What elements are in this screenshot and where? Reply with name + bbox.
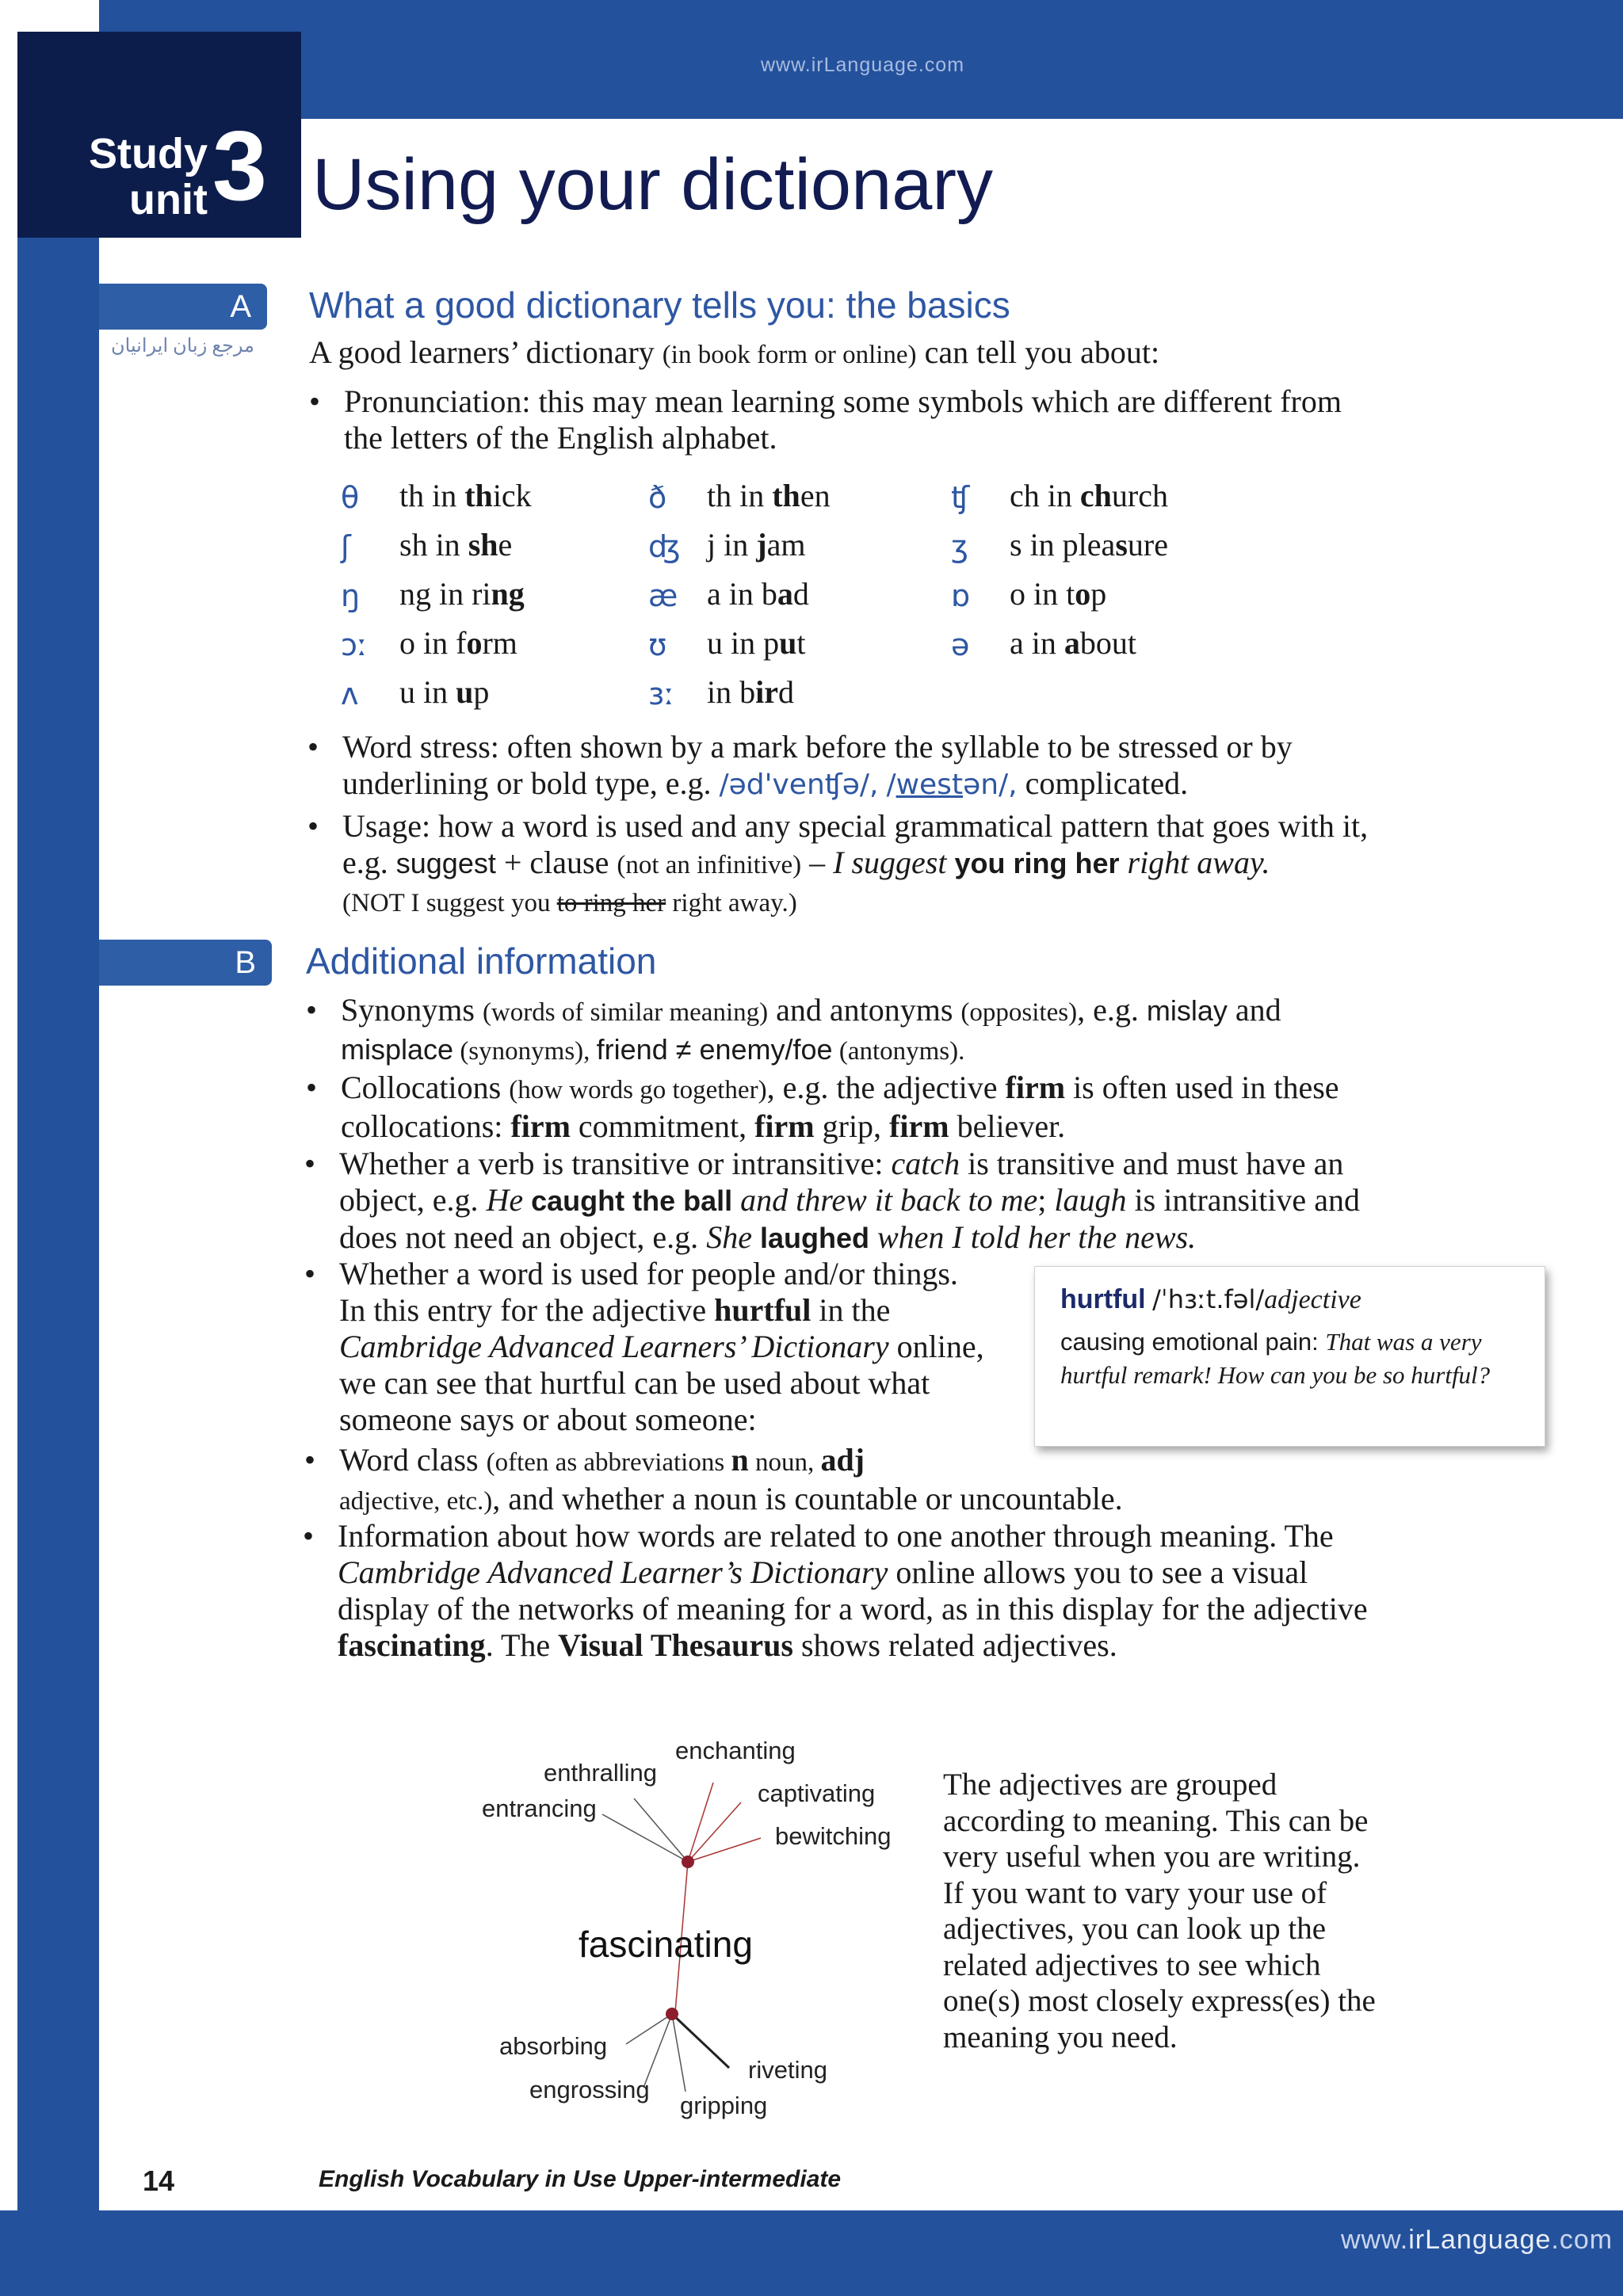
thesaurus-link [672, 2014, 729, 2068]
related-words-bullet: • Information about how words are related to one another through meaning. The Cambridge Advanced Learner’s Dictionary online allows you to see a visual display of the networks of meaning for a word, as in this display for the adjective fascinating. The Visual Thesaurus shows related adjectives. [338, 1518, 1368, 1664]
thesaurus-center-word: fascinating [579, 1924, 753, 1965]
thesaurus-node [666, 2008, 678, 2020]
thesaurus-link [626, 2014, 672, 2044]
phonetic-symbol: ʌ [341, 677, 359, 711]
book-title: English Vocabulary in Use Upper-intermediate [319, 2166, 842, 2192]
phonetic-example: ch in church [1010, 478, 1168, 513]
word-class-bullet: • Word class (often as abbreviations n noun, adj adjective, etc.), and whether a noun is countable or uncountable. [339, 1442, 1123, 1520]
thesaurus-word: entrancing [482, 1794, 597, 1822]
section-heading-a: What a good dictionary tells you: the basics [309, 284, 1010, 326]
phonetic-example: th in thick [399, 478, 532, 513]
visual-thesaurus [468, 1727, 911, 2139]
thesaurus-link [688, 1783, 713, 1862]
synonyms-bullet: • Synonyms (words of similar meaning) and antonyms (opposites), e.g. mislay and misplace (synonyms), friend ≠ enemy/foe (antonyms). [341, 992, 1281, 1070]
phonetic-symbol: ʊ [648, 627, 667, 662]
phonetic-example: sh in she [399, 527, 513, 563]
phonetic-symbol: ə [951, 627, 970, 662]
phonetic-example: o in top [1010, 576, 1107, 612]
phonetic-example: o in form [399, 625, 517, 661]
thesaurus-word: captivating [758, 1779, 876, 1807]
phonetic-symbol: ɜː [648, 677, 675, 711]
phonetic-example: ng in ring [399, 576, 525, 612]
thesaurus-word: enthralling [544, 1759, 658, 1787]
thesaurus-word: engrossing [529, 2076, 650, 2103]
left-blue-strip [17, 32, 99, 2290]
phonetic-symbol: ʃ [341, 529, 351, 564]
dictionary-entry-box [1034, 1266, 1545, 1447]
phonetic-symbol: ð [648, 480, 667, 515]
thesaurus-word: riveting [748, 2056, 827, 2084]
thesaurus-node [682, 1855, 694, 1868]
pronunciation-bullet: • Pronunciation: this may mean learning some symbols which are different from the letters of the English alphabet. [344, 383, 1342, 456]
phonetic-symbol: ʤ [648, 529, 681, 564]
thesaurus-word: gripping [680, 2092, 768, 2119]
page-title: Using your dictionary [312, 144, 994, 225]
phonetic-symbol: ʒ [951, 529, 968, 564]
thesaurus-word: bewitching [775, 1822, 892, 1850]
thesaurus-link [602, 1814, 688, 1862]
collocations-bullet: • Collocations (how words go together), e.g. the adjective firm is often used in these collocations: firm commitment, firm grip, firm believer. [341, 1070, 1339, 1145]
word-stress-bullet: • Word stress: often shown by a mark before the syllable to be stressed or by underlining or bold type, e.g. /əd'venʧə/, /westən/, complicated. [342, 729, 1293, 803]
phonetic-example: th in then [707, 478, 831, 513]
persian-note: مرجع زبان ایرانیان [111, 336, 255, 357]
phonetic-symbol: ʧ [951, 480, 970, 515]
dictionary-entry-definition: causing emotional pain: That was a very hurtful remark! How can you be so hurtful? [1060, 1328, 1491, 1389]
thesaurus-link [634, 1798, 688, 1862]
section-heading-b: Additional information [306, 940, 657, 982]
people-things-bullet: • Whether a word is used for people and/or things. In this entry for the adjective hurtful in the Cambridge Advanced Learners’ Dictionary online, we can see that hurtful can be used about what someone says or about someone: [339, 1256, 1029, 1438]
phonetic-symbol: ŋ [341, 578, 361, 613]
phonetic-example: j in jam [707, 527, 806, 563]
thesaurus-explanation: The adjectives are grouped according to meaning. This can be very useful when you are writing. If you want to vary your use of adjectives, you can look up the related adjectives to see which one(s) most closely express(es) the meaning you need. [943, 1768, 1376, 2054]
phonetic-symbol: ɒ [951, 578, 971, 613]
intro-text: A good learners’ dictionary (in book form or online) can tell you about: [309, 334, 1160, 370]
phonetic-symbol: ɔː [341, 627, 368, 662]
transitive-bullet: • Whether a verb is transitive or intransitive: catch is transitive and must have an object, e.g. He caught the ball and threw it back to me; laugh is intransitive and does not need an object, e.g. She laughed when I told her the news. [339, 1146, 1360, 1257]
thesaurus-word: enchanting [675, 1737, 796, 1764]
unit-number: 3 [212, 112, 267, 221]
watermark-bottom: www.irLanguage.com [1341, 2225, 1613, 2255]
section-tab-a: A [99, 284, 267, 330]
phonetic-example: s in pleasure [1010, 527, 1168, 563]
page-number: 14 [143, 2164, 175, 2197]
phonetic-example: in bird [707, 674, 794, 710]
study-unit-label: Study unit [89, 130, 208, 223]
phonetic-symbol: θ [341, 480, 360, 515]
phonetic-example: a in bad [707, 576, 809, 612]
usage-bullet: • Usage: how a word is used and any special grammatical pattern that goes with it, e.g. suggest + clause (not an infinitive) – I suggest you ring her right away. (NOT I suggest you to ring her right away.) [342, 808, 1368, 921]
dictionary-entry-head: hurtful /ˈhɜːt.fəl/adjective [1060, 1284, 1361, 1314]
watermark-top: www.irLanguage.com [761, 54, 965, 76]
thesaurus-word: absorbing [499, 2032, 608, 2060]
phonetic-symbol: æ [648, 578, 678, 613]
section-tab-b: B [99, 940, 272, 986]
phonetic-example: u in up [399, 674, 490, 710]
phonetic-example: u in put [707, 625, 806, 661]
phonetic-example: a in about [1010, 625, 1136, 661]
